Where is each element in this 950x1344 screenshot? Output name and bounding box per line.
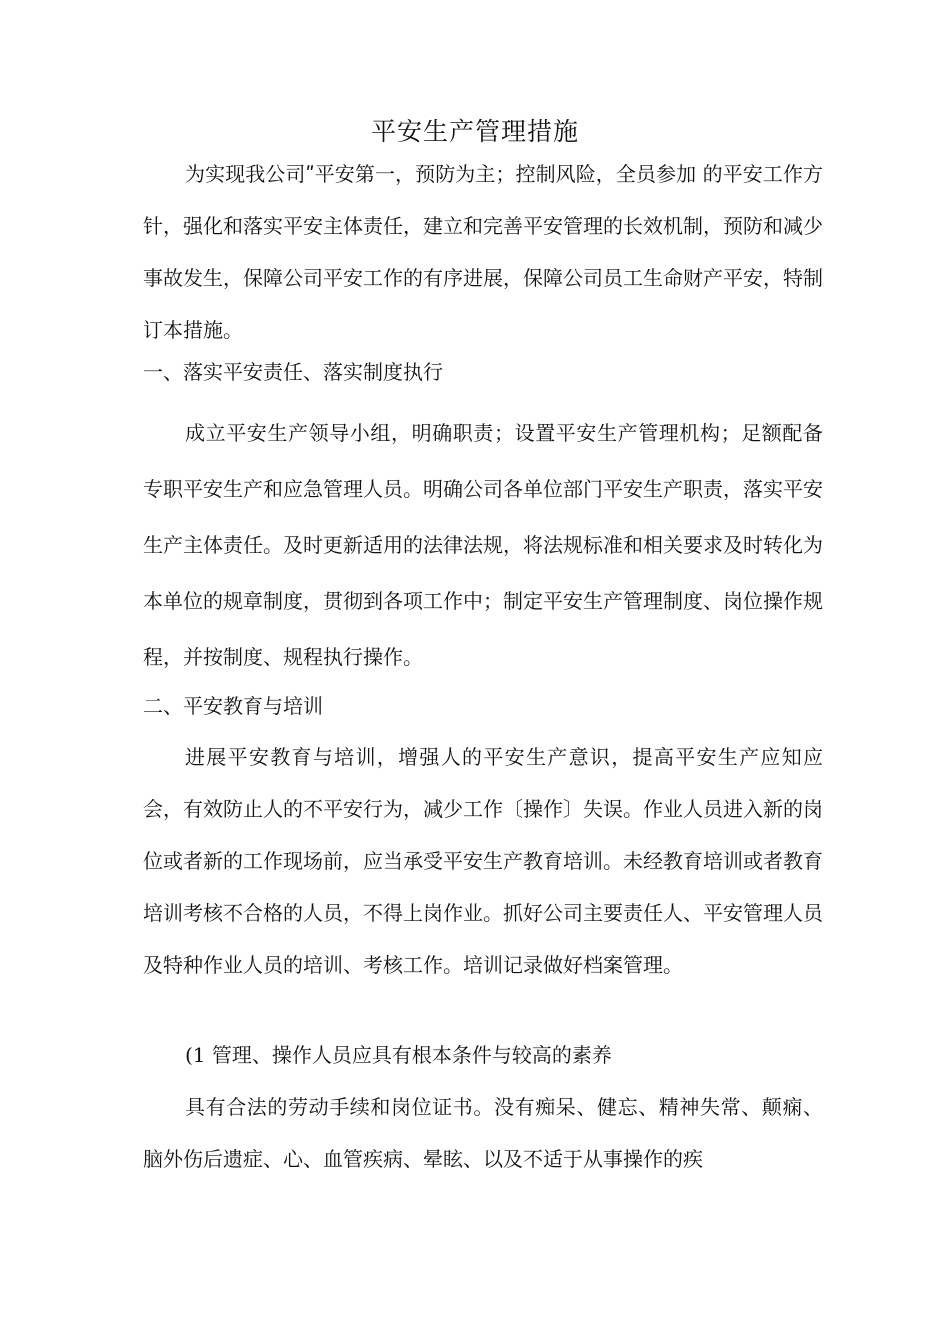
document-title: 平安生产管理措施: [370, 117, 579, 146]
section-1-paragraph: 成立平安生产领导小组，明确职责；设置平安生产管理机构；足额配备专职平安生产和应急管理人员。明确公司各单位部门平安生产职责，落实平安生产主体责任。及时更新适用的法律法规，将法规标准和相关要求及时转化为本单位的规章制度，贯彻到各项工作中；制定平安生产管理制度、岗位操作规程，并按制度、规程执行操作。: [143, 421, 823, 669]
section-2-heading: 二、平安教育与培训: [143, 694, 323, 718]
intro-paragraph: 为实现我公司ʺ平安第一，预防为主；控制风险，全员参加 的平安工作方针，强化和落实平安主体责任，建立和完善平安管理的长效机制，预防和减少事故发生，保障公司平安工作的有序进展，保障公司员工生命财产平安，特制订本措施。: [143, 162, 823, 342]
section-2-paragraph: 进展平安教育与培训，增强人的平安生产意识，提高平安生产应知应会，有效防止人的不平安行为，减少工作〔操作〕失误。作业人员进入新的岗位或者新的工作现场前，应当承受平安生产教育培训。未经教育培训或者教育培训考核不合格的人员，不得上岗作业。抓好公司主要责任人、平安管理人员及特种作业人员的培训、考核工作。培训记录做好档案管理。: [143, 745, 823, 977]
section-1-heading: 一、落实平安责任、落实制度执行: [143, 360, 443, 384]
subsection-1-paragraph: 具有合法的劳动手续和岗位证书。没有痴呆、健忘、精神失常、颠痫、脑外伤后遗症、心、血管疾病、晕眩、以及不适于从事操作的疾: [143, 1095, 823, 1171]
subsection-1-heading: (1 管理、操作人员应具有根本条件与较高的素养: [185, 1043, 612, 1067]
